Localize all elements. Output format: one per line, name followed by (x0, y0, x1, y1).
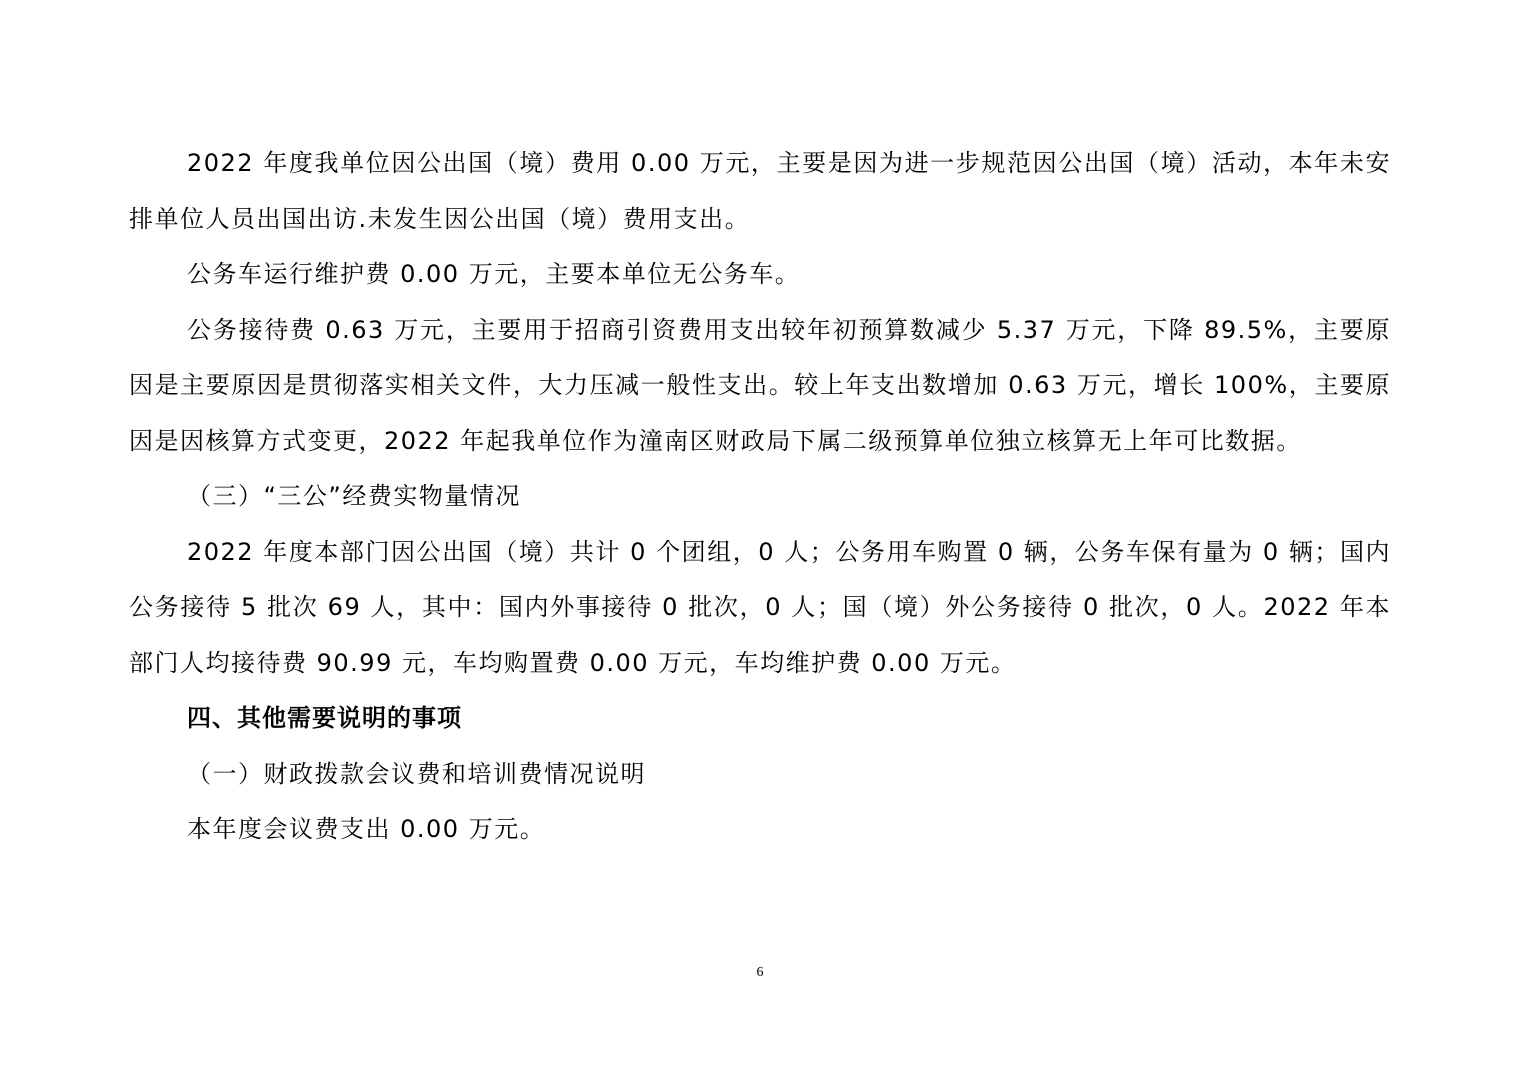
paragraph-outbound-travel-expense: 2022 年度我单位因公出国（境）费用 0.00 万元，主要是因为进一步规范因公出国（境）活动，本年未安排单位人员出国出访.未发生因公出国（境）费用支出。 (129, 149, 1391, 233)
section-heading-other-matters: 四、其他需要说明的事项 (187, 704, 462, 732)
paragraph-vehicle-maintenance-expense: 公务车运行维护费 0.00 万元，主要本单位无公务车。 (187, 260, 801, 288)
subheading-physical-quantity: （三）“三公”经费实物量情况 (187, 482, 521, 510)
document-body (129, 136, 1391, 858)
subheading-meeting-training-fees: （一）财政拨款会议费和培训费情况说明 (187, 759, 646, 788)
paragraph-meeting-fee: 本年度会议费支出 0.00 万元。 (187, 815, 546, 843)
page-number: 6 (756, 965, 764, 980)
paragraph-physical-quantity-details: 2022 年度本部门因公出国（境）共计 0 个团组，0 人；公务用车购置 0 辆，公务车保有量为 0 辆；国内公务接待 5 批次 69 人，其中：国内外事接待 0 批次，0 人；国（境）外公务接待 0 批次，0 人。2022 年本部门人均接待费 90.99 元，车均购置费 0.00 万元，车均维护费 0.00 万元。 (129, 537, 1391, 677)
paragraph-official-reception-expense: 公务接待费 0.63 万元，主要用于招商引资费用支出较年初预算数减少 5.37 万元，下降 89.5%，主要原因是主要原因是贯彻落实相关文件，大力压减一般性支出。较上年支出数增加 0.63 万元，增长 100%，主要原因是因核算方式变更，2022 年起我单位作为潼南区财政局下属二级预算单位独立核算无上年可比数据。 (129, 315, 1391, 455)
